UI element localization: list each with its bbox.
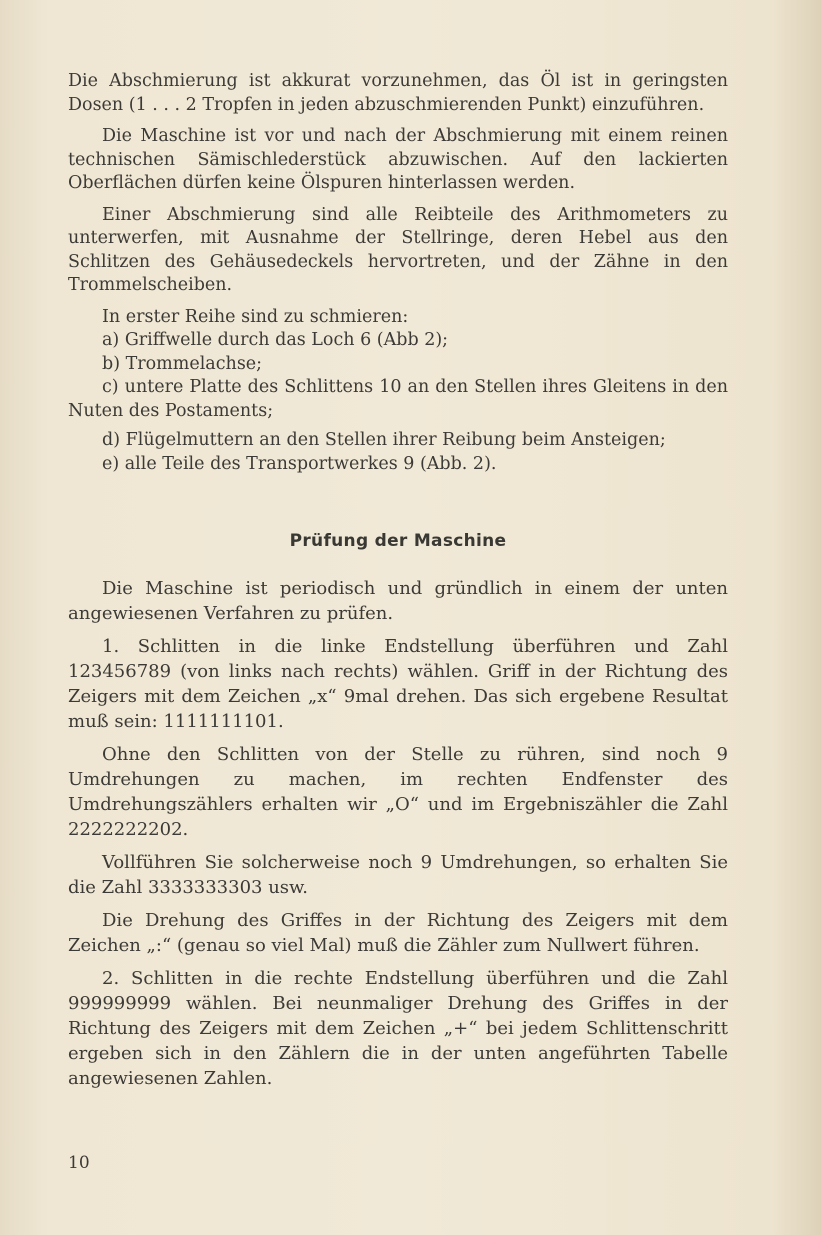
list-item: b) Trommelachse; — [102, 353, 263, 374]
lubrication-list — [68, 306, 728, 477]
paragraph-test-1-repeat: Vollführen Sie solcherweise noch 9 Umdrehungen, so erhalten Sie die Zahl 3333333303 usw. — [68, 851, 728, 898]
testing-section — [68, 576, 728, 1091]
page-content — [68, 70, 728, 1099]
list-item: d) Flügelmuttern an den Stellen ihrer Reibung beim Ansteigen; — [102, 430, 666, 450]
paragraph-test-1-continue: Ohne den Schlitten von der Stelle zu rühren, sind noch 9 Umdrehungen zu machen, im rechten Endfenster des Umdrehungszählers erhalten wir „O“ und im Ergebniszähler die Zahl 2222222202. — [68, 743, 728, 840]
paragraph-wipe: Die Maschine ist vor und nach der Abschmierung mit einem reinen technischen Sämischlederstück abzuwischen. Auf den lackierten Oberflächen dürfen keine Ölspuren hinterlassen werden. — [68, 126, 728, 193]
paragraph-test-2: 2. Schlitten in die rechte Endstellung überführen und die Zahl 999999999 wählen. Bei neunmaliger Drehung des Griffes in der Richtung des Zeigers mit dem Zeichen „+“ bei jedem Schlittenschritt ergeben sich in den Zählern die in der unten angeführten Tabelle angewiesenen Zahlen. — [68, 967, 728, 1089]
paragraph-lubrication-intro: Die Abschmierung ist akkurat vorzunehmen, das Öl ist in geringsten Dosen (1 . . . 2 Tropfen in jeden abzuschmierenden Punkt) einzuführen. — [68, 71, 728, 115]
section-heading: Prüfung der Maschine — [289, 531, 507, 551]
paragraph-testing-intro: Die Maschine ist periodisch und gründlich in einem der unten angewiesenen Verfahren zu prüfen. — [68, 577, 728, 624]
paragraph-test-1: 1. Schlitten in die linke Endstellung überführen und Zahl 123456789 (von links nach rechts) wählen. Griff in der Richtung des Zeigers mit dem Zeichen „x“ 9mal drehen. Das sich ergebene Resultat muß sein: 1111111101. — [68, 635, 728, 732]
page-number: 10 — [68, 1153, 90, 1173]
paragraph-friction-parts: Einer Abschmierung sind alle Reibteile des Arithmometers zu unterwerfen, mit Ausnahme der Stellringe, deren Hebel aus den Schlitzen des Gehäusedeckels hervortreten, und der Zähne in den Trommelscheiben. — [68, 204, 728, 295]
list-item: c) untere Platte des Schlittens 10 an den Stellen ihres Gleitens in den Nuten des Postaments; — [68, 377, 728, 421]
list-intro: In erster Reihe sind zu schmieren: — [102, 306, 409, 327]
paragraph-test-1-reset: Die Drehung des Griffes in der Richtung des Zeigers mit dem Zeichen „:“ (genau so viel Mal) muß die Zähler zum Nullwert führen. — [68, 909, 728, 956]
list-item: e) alle Teile des Transportwerkes 9 (Abb. 2). — [102, 453, 497, 474]
list-item: a) Griffwelle durch das Loch 6 (Abb 2); — [102, 330, 449, 350]
